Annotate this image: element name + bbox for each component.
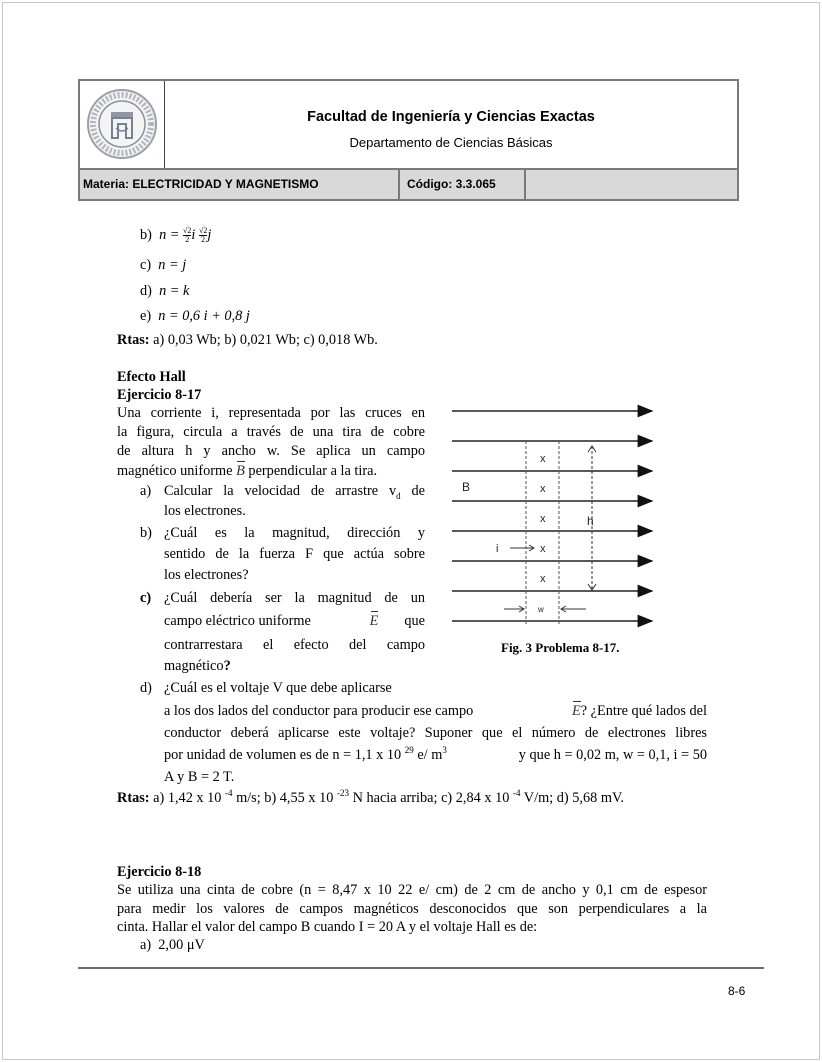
intro-line: la figura, circula a través de una tira de cobre (117, 424, 425, 440)
text: Calcular la velocidad de arrastre v (164, 483, 397, 499)
text-group (164, 746, 447, 764)
text: perpendicular a la tira. (248, 463, 378, 479)
text: e/ m (417, 747, 443, 763)
item-label-a: a) (140, 483, 152, 499)
footer-divider (78, 967, 764, 969)
exponent: 29 (404, 745, 414, 755)
option-expr: n = j (158, 257, 187, 273)
answers-text: a) 0,03 Wb; b) 0,021 Wb; c) 0,018 Wb. (153, 332, 378, 348)
prev-answers (117, 331, 378, 349)
text: ? ¿Entre qué lados del (580, 703, 707, 719)
option-label: b) (140, 227, 152, 243)
header-bottom-row (80, 170, 737, 199)
label-w: w (538, 605, 544, 614)
ex18-item-a (140, 936, 205, 954)
answers-label: Rtas: (117, 790, 150, 806)
frac-num: √2 (198, 226, 208, 236)
option-expr: n = 0,6 i + 0,8 j (158, 308, 250, 324)
exponent: -23 (336, 788, 349, 798)
label-h: h (587, 514, 594, 528)
item-d-line3: conductor deberá aplicarse este voltaje? Suponer que el número de electrones libres (164, 725, 707, 741)
item-c-line2 (164, 612, 425, 630)
hall-effect-figure (448, 400, 660, 632)
faculty-title: Facultad de Ingeniería y Ciencias Exactas (307, 109, 595, 125)
intro-line: de altura h y ancho w. Se aplica un campo (117, 443, 425, 459)
text: magnético uniforme (117, 463, 233, 479)
frac-num: √2 (183, 226, 192, 236)
item-c-line4 (164, 657, 231, 675)
item-d-line4 (164, 746, 707, 764)
exercise-title: Ejercicio 8-18 (117, 864, 202, 880)
exponent: 3 (442, 745, 447, 755)
field-lines (452, 411, 652, 621)
item-c-line1: ¿Cuál debería ser la magnitud de un (164, 590, 425, 606)
department-subtitle: Departamento de Ciencias Básicas (349, 135, 553, 150)
label-b: B (462, 480, 471, 494)
intro-line (117, 462, 377, 480)
ex18-line: cinta. Hallar el valor del campo B cuando I = 20 A y el voltaje Hall es de: (117, 919, 538, 935)
frac-den: 2 (185, 235, 190, 245)
header-top-row (80, 81, 737, 170)
exercise-title: Ejercicio 8-17 (117, 387, 202, 403)
text: ? (223, 658, 231, 674)
title-cell (165, 81, 737, 168)
item-b-line2: sentido de la fuerza F que actúa sobre (164, 546, 425, 562)
current-cross: x (540, 573, 546, 585)
label-i: i (496, 543, 499, 555)
item-b-line1: ¿Cuál es la magnitud, dirección y (164, 525, 425, 541)
option-expr: n = k (159, 283, 190, 299)
subscript: d (396, 490, 401, 501)
ex18-line: Se utiliza una cinta de cobre (n = 8,47 x 10 22 e/ cm) de 2 cm de ancho y 0,1 cm de espesor (117, 882, 707, 898)
current-cross: x (540, 483, 546, 495)
current-cross: x (540, 453, 546, 465)
option-label: d) (140, 283, 152, 299)
text: a los dos lados del conductor para producir ese campo (164, 703, 474, 719)
unit-i: i (191, 227, 196, 243)
item-b-line3: los electrones? (164, 567, 249, 583)
university-seal-icon (86, 88, 158, 160)
document-header (78, 79, 739, 201)
frac-den: 2 (201, 235, 206, 245)
item-label: a) (140, 937, 152, 953)
logo-cell (80, 81, 165, 168)
option-b (140, 226, 211, 244)
figure-caption: Fig. 3 Problema 8-17. (501, 640, 620, 655)
item-d-line2 (164, 702, 707, 720)
code-cell: Código: 3.3.065 (400, 170, 526, 199)
text: N hacia arriba; c) 2,84 x 10 (352, 790, 510, 806)
text: que (404, 613, 425, 629)
option-label: e) (140, 308, 152, 324)
text-group (370, 612, 425, 630)
text: a) 1,42 x 10 (153, 790, 222, 806)
current-cross: x (540, 513, 546, 525)
ex18-line: para medir los valores de campos magnéticos desconocidos que son perpendiculares a la (117, 901, 707, 917)
text-group (572, 702, 707, 720)
item-d-line1: ¿Cuál es el voltaje V que debe aplicarse (164, 680, 392, 696)
option-c (140, 256, 186, 274)
text: de (411, 483, 425, 499)
text: campo eléctrico uniforme (164, 613, 311, 629)
item-label-c: c) (140, 590, 152, 606)
text: V/m; d) 5,68 mV. (523, 790, 624, 806)
item-d-line5: A y B = 2 T. (164, 769, 235, 785)
vector-b: B (236, 463, 245, 479)
item-label-b: b) (140, 525, 152, 541)
page-number: 8-6 (728, 984, 746, 998)
vector-e: E (369, 613, 379, 629)
item-c-line3: contrarrestara el efecto del campo (164, 637, 425, 653)
text: m/s; b) 4,55 x 10 (236, 790, 334, 806)
option-d (140, 282, 189, 300)
section-title: Efecto Hall (117, 369, 186, 385)
exponent: -4 (512, 788, 521, 798)
answers-label: Rtas: (117, 332, 150, 348)
option-expr: n = (159, 227, 180, 243)
text: magnético (164, 658, 224, 674)
item-value: 2,00 μV (158, 937, 205, 953)
ex17-answers (117, 789, 624, 807)
exponent: -4 (225, 788, 233, 798)
option-label: c) (140, 257, 152, 273)
vector-e: E (572, 703, 581, 719)
intro-line: Una corriente i, representada por las cruces en (117, 405, 425, 421)
text: y que h = 0,02 m, w = 0,1, i = 50 (518, 747, 707, 763)
text: por unidad de volumen es de n = 1,1 x 10 (164, 747, 402, 763)
option-e (140, 307, 250, 325)
unit-j: j (207, 227, 212, 243)
item-a-line2: los electrones. (164, 503, 246, 519)
item-label-d: d) (140, 680, 152, 696)
current-cross: x (540, 543, 546, 555)
subject-cell: Materia: ELECTRICIDAD Y MAGNETISMO (80, 170, 400, 199)
